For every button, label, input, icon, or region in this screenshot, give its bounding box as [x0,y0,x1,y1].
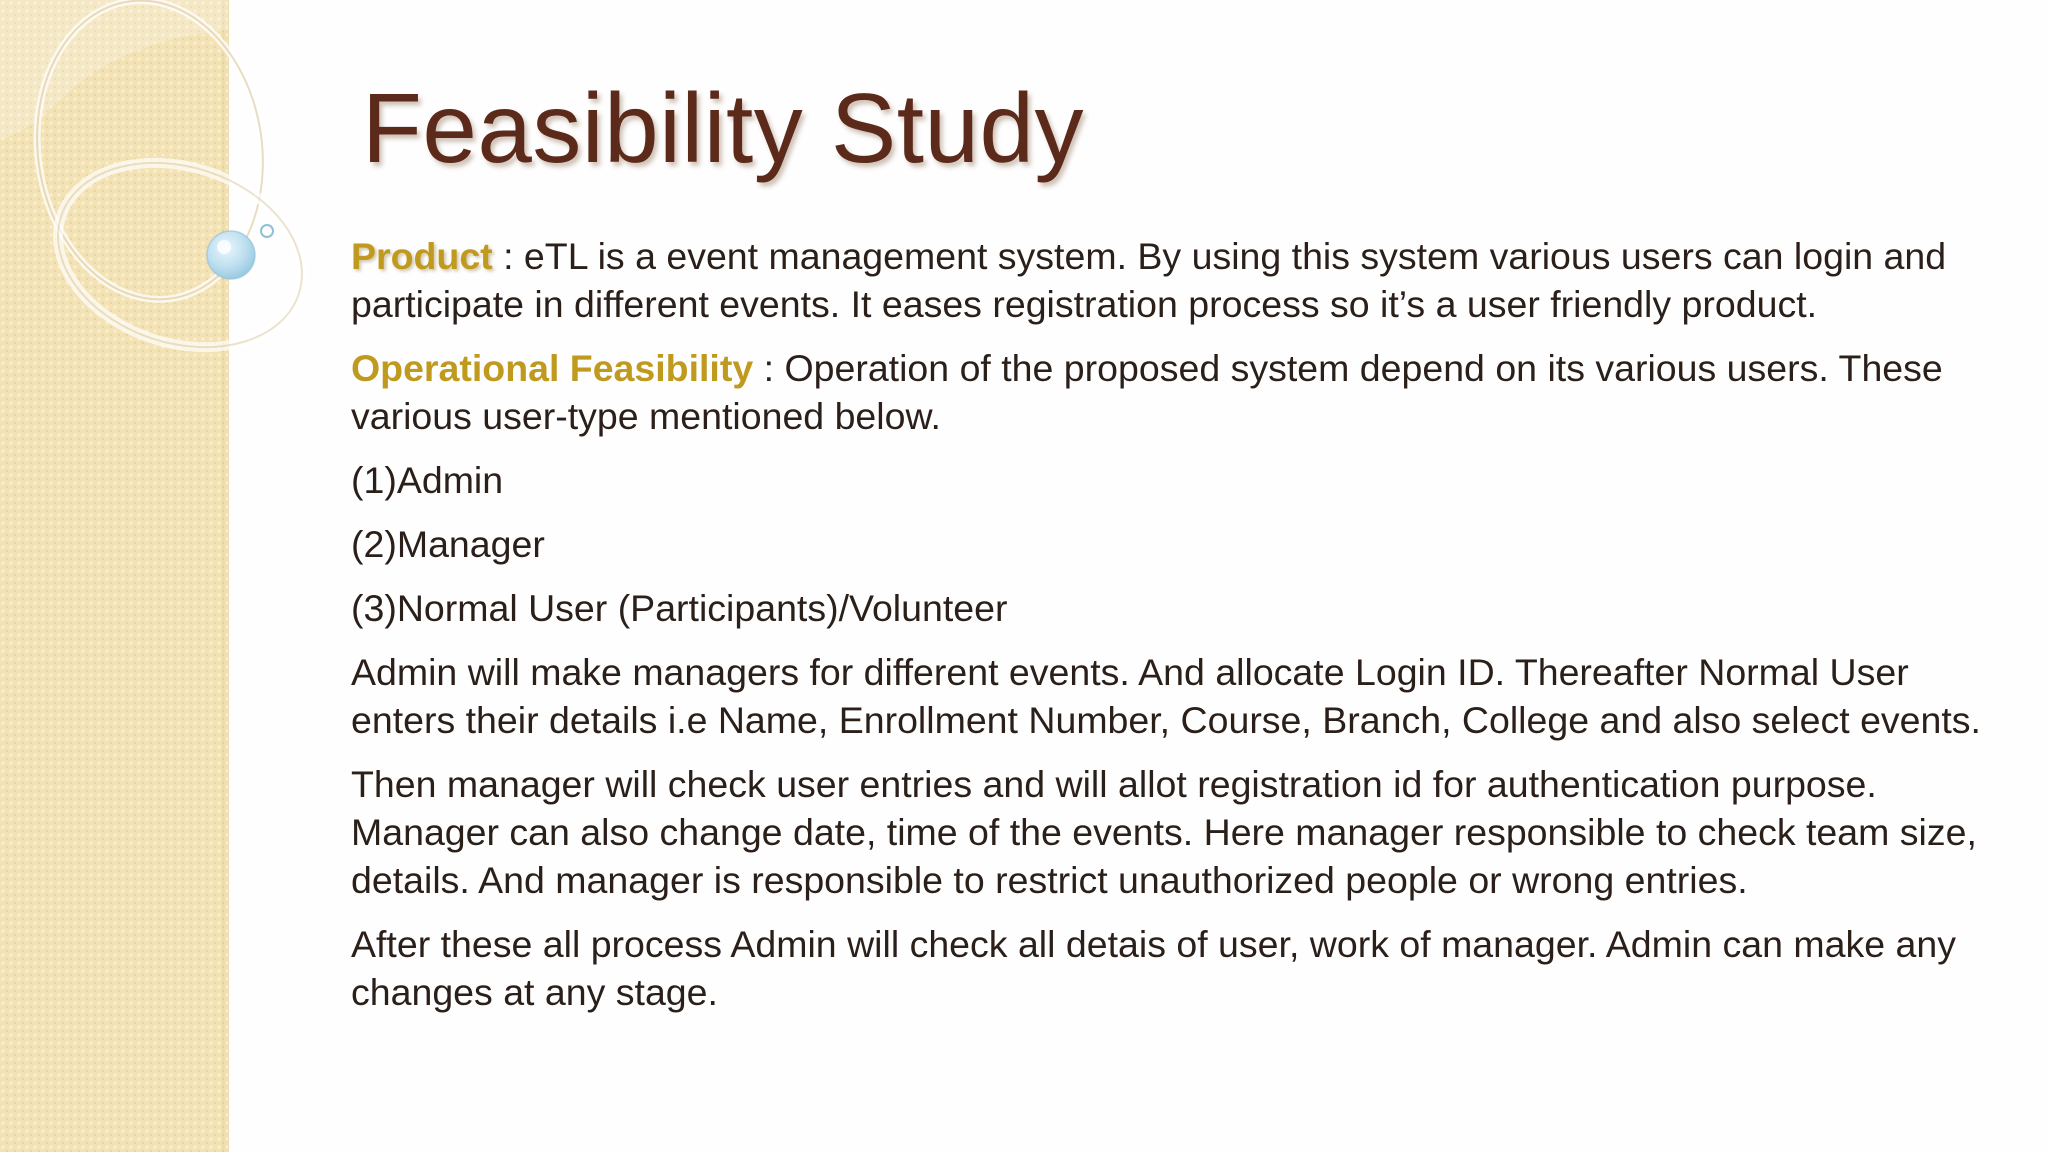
decorative-side-strip [0,0,229,1152]
operational-feasibility-label: Operational Feasibility [351,347,754,389]
user-type-item: (2)Manager [351,523,545,565]
product-label: Product [351,235,493,277]
manager-paragraph: Then manager will check user entries and will allot registration id for authentication purpose. Manager can also change date, time of the events. Here manager responsible to check team size, details. And manager is responsible to restrict unauthorized people or wrong entries. [351,763,1977,901]
admin-paragraph: Admin will make managers for different events. And allocate Login ID. Thereafter Normal User enters their details i.e Name, Enrollment Number, Course, Branch, College and also select events. [351,651,1981,741]
user-type-item: (3)Normal User (Participants)/Volunteer [351,587,1008,629]
final-paragraph: After these all process Admin will check all detais of user, work of manager. Admin can make any changes at any stage. [351,923,1956,1013]
operational-text: : Operation of the proposed system depend on its various users. These various user-type mentioned below. [351,347,1943,437]
slide-title: Feasibility Study [362,73,1085,183]
user-type-item: (1)Admin [351,459,504,501]
product-paragraph [351,232,1991,328]
product-text: : eTL is a event management system. By using this system various users can login and participate in different events. It eases registration process so it’s a user friendly product. [351,235,1947,325]
operational-paragraph [351,344,1991,440]
slide-body [351,232,1991,1032]
